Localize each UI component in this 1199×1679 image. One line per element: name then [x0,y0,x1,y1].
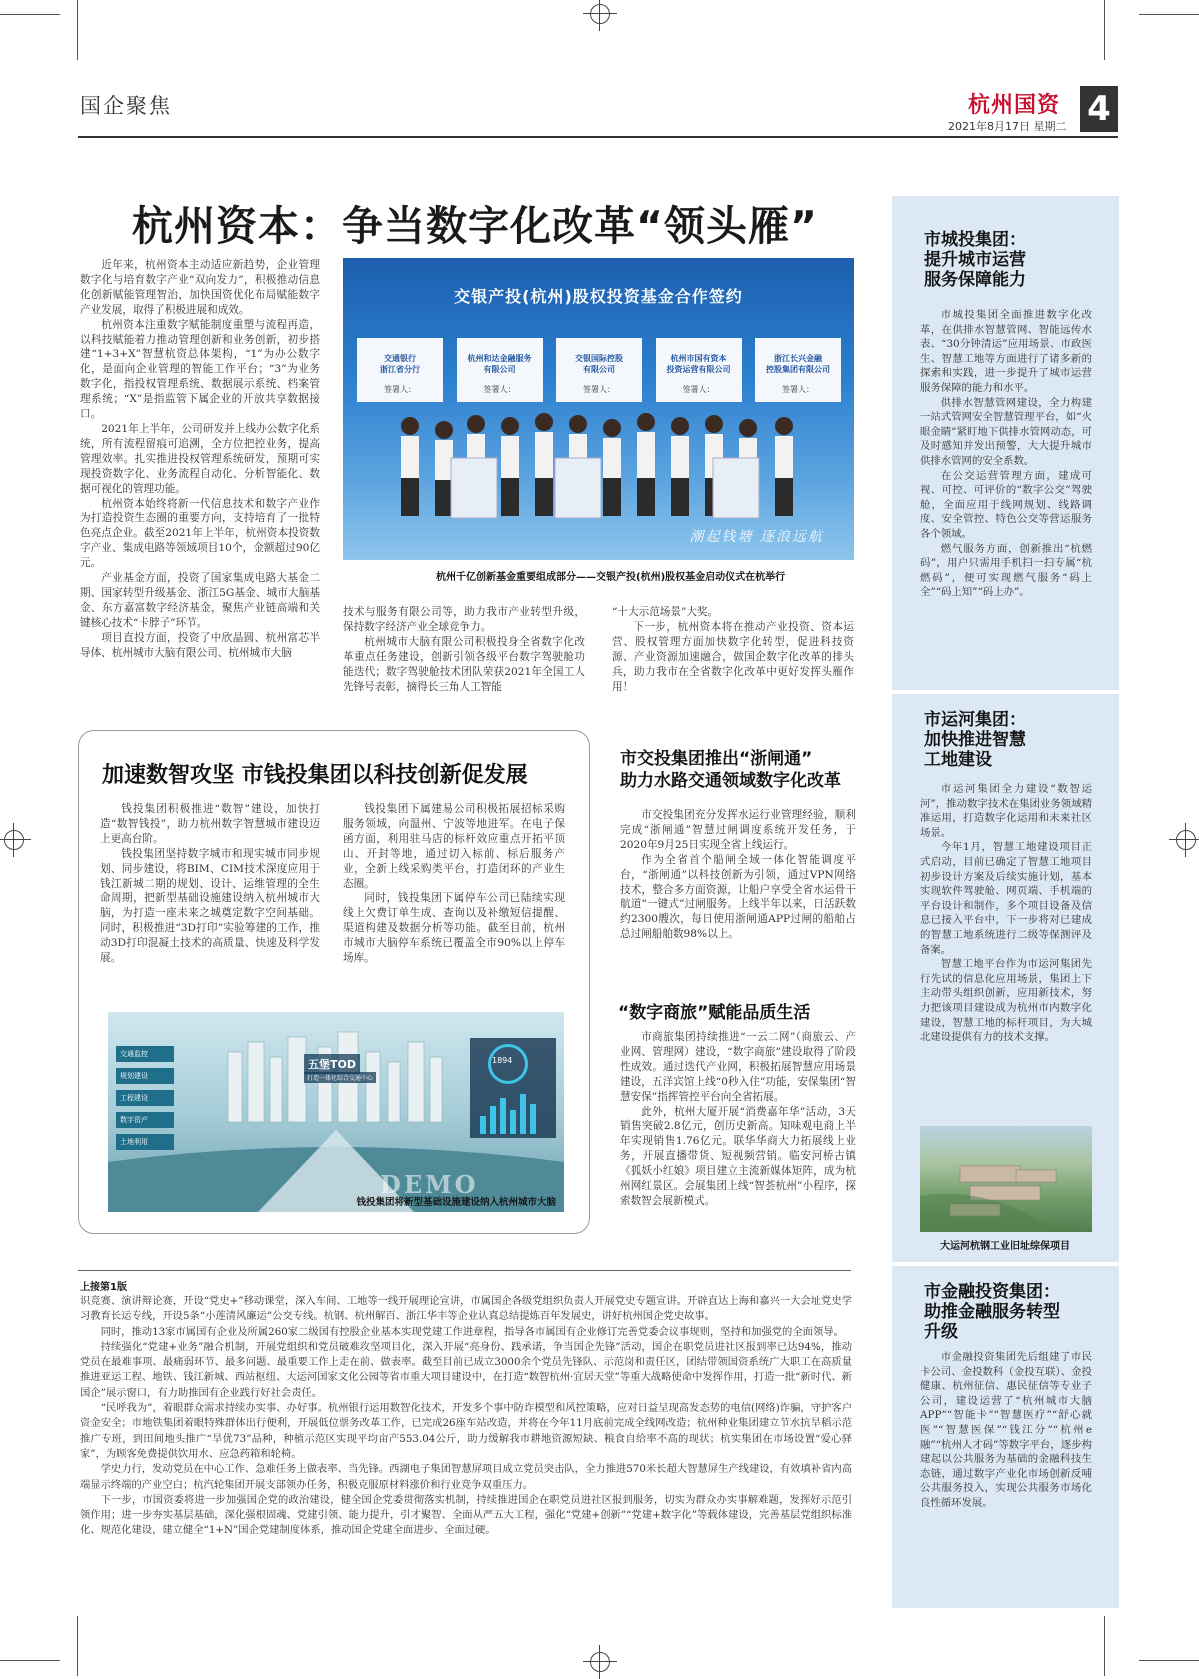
registration-mark [1176,830,1196,850]
section-title: 国企聚焦 [80,94,172,118]
signing-ceremony-photo [343,258,854,560]
paragraph: “民呼我为”，着眼群众需求持续办实事、办好事。杭州银行运用数智化技术，开发多个事中防诈模型和风控策略，应对日益呈现高发态势的电信(网络)诈骗，守护客户资金安全；市地铁集团着眼特殊群体出行便利，开展低位票务改革工作，已完成26座车站改造，并将在今年11月底前完成全线网改造；杭州种业集团建立节水抗旱稻示范推广专班，到田间地头推广“旱优73”品种，种植示范区实现平均亩产553.04公斤，助力缓解我市耕地资源短缺、粮食自给率不高的现状；杭实集团在市场设置“爱心驿家”，为顾客免费提供饮用水、应急药箱和轮椅。 [80,1402,852,1460]
paragraph: 同时，钱投集团下属停车公司已陆续实现线上欠费订单生成、查询以及补缴短信提醒、渠道构建及数据分析等功能。截至目前，杭州市城市大脑停车系统已覆盖全市90%以上停车场库。 [343,892,565,965]
registration-mark [590,4,610,24]
crop-mark [1104,1616,1105,1676]
menu-item[interactable]: 规划建设 [116,1068,174,1084]
photo-slogan: 潮起钱塘 逐浪远航 [689,529,824,545]
bar-chart-icon [470,1086,556,1136]
paragraph: 智慧工地平台作为市运河集团先行先试的信息化应用场景，集团上下主动带头组织创新，应用新技术，努力把该项目建设成为杭州市内数字化建设，智慧工地的标杆项目，为大城北建设提供有力的技术支撑。 [920,958,1092,1044]
menu-item[interactable]: 土地利用 [116,1134,174,1150]
sidebar-title-yunhe: 市运河集团： 加快推进智慧 工地建设 [924,710,1026,770]
paragraph: 识竞赛、演讲辩论赛，开设“党史+”移动课堂，深入车间、工地等一线开展理论宣讲，市属国企各级党组织负责人开展党史专题宣讲。开辟直达上海和嘉兴一大会址党史学习教育长运专线，开设5条“小莲清风廉运”公交专线。杭钢、杭州解百、浙江华丰等企业认真总结提炼百年发展史，讲好杭州国企党史故事。 [80,1295,852,1323]
sidebar-body-jintou [920,1350,1092,1511]
page-number: 4 [1080,86,1118,132]
photo-banner: 交银产投(杭州)股权投资基金合作签约 [454,287,743,306]
paragraph: 杭州城市大脑有限公司积极投身全省数字化改革重点任务建设，创新引领各级平台数字驾驶舱功能迭代；数字驾驶舱技术团队荣获2021年全国工人先锋号表彰，摘得长三角人工智能 [343,635,585,693]
registration-mark [4,830,24,850]
header-rule [78,136,1118,138]
crop-mark [0,14,60,15]
board-label: 杭州和达金融服务 有限公司 [467,354,532,374]
sidebar-body-chengtou [920,308,1092,600]
paragraph: 学史力行，发动党员在中心工作、急难任务上做表率、当先锋。西湖电子集团智慧屏项目成立党员突击队，全力推进570米长超大智慧屏生产线建设，有效填补省内高端显示终端的产业空白；杭汽轮集团开展支部领办任务，积极克服原材料涨价和行业竞争双重压力。 [80,1463,852,1491]
paragraph: 市城投集团全面推进数字化改革，在供排水智慧管网、智能远传水表、“30分钟清运”应用场景、市政医生、智慧工地等方面进行了诸多新的探索和实践，进一步提升了城市运营服务保障的能力和水平。 [920,309,1092,394]
paragraph: 产业基金方面，投资了国家集成电路大基金二期、国家转型升级基金、浙江5G基金、城市大脑基金、东方嘉富数字经济基金，聚焦产业链高端和关键核心技术“卡脖子”环节。 [80,572,320,629]
shulv-headline: “数字商旅”赋能品质生活 [618,1003,811,1023]
article-column-1 [80,258,320,660]
paragraph: 市运河集团全力建设“数智运河”，推动数字技术在集团业务领域精准运用，打造数字化运用和未来社区场景。 [920,783,1092,839]
paragraph: 今年1月，智慧工地建设项目正式启动，目前已确定了智慧工地项目初步设计方案及后续实施计划，基本实现软件驾驶舱、网页端、手机端的平台设计和制作，多个项目设备及信息已接入平台中，下一步将对已建成的智慧工地系统进行二级等保测评及备案。 [920,841,1092,956]
board-label: 交银国际控股 有限公司 [575,354,623,374]
jiaotou-headline-2: 助力水路交通领域数字化改革 [620,771,841,791]
menu-item[interactable]: 交通监控 [116,1046,174,1062]
paragraph: 市交投集团充分发挥水运行业管理经验，顺利完成“浙闸通”智慧过闸调度系统开发任务，于2020年9月25日实现全省上线运行。 [620,809,856,851]
paragraph: 项目直投方面，投资了中欣晶圆、杭州富芯半导体、杭州城市大脑有限公司、杭州城市大脑 [80,631,320,659]
demo-watermark: DEMO [380,1170,479,1199]
paragraph: 市金融投资集团先后组建了市民卡公司、金投数科（金投互联）、金投健康、杭州征信、惠民征信等专业子公司，建设运营了“杭州城市大脑APP”“智能卡”“智慧医疗”“舒心就医”“智慧医保”“钱江分”“杭州e融”“杭州人才码”等数字平台，逐步构建起以公共服务为基础的金融科技生态链，通过数字产业化市场创新反哺公共服务投入，实现公共服务市场化良性循环发展。 [920,1351,1092,1509]
crop-mark [0,1660,60,1661]
paragraph: 同时，推动13家市属国有企业及所属260家二级国有控股企业基本实现党建工作进章程，指导各市属国有企业修订完善党委会议事规则，坚持和加强党的全面领导。 [100,1325,844,1338]
tod-sublabel: 打造一体化综合交通中心 [304,1072,376,1083]
sidebar-title-jintou: 市金融投资集团： 助推金融服务转型 升级 [924,1282,1060,1342]
paragraph: 在公交运营管理方面，建成可视、可控、可评价的“数字公交”驾驶舱，全面应用于线网规划、线路调度、安全管控、特色公交等营运服务各个领域。 [920,469,1092,540]
paragraph: 杭州资本始终将新一代信息技术和数字产业作为打造投资生态圈的重要方向，支持培育了一批特色亮点企业。截至2021年上半年，杭州资本投资数字产业、集成电路等领域项目10个，金额超过90亿元。 [80,497,320,570]
crop-mark [77,0,78,60]
paragraph: 2021年上半年，公司研发并上线办公数字化系统，所有流程留痕可追溯，全方位把控业务，提高管理效率。扎实推进投权管理系统研发，预期可实现投资数字化、业务流程自动化、分析智能化、数据可视化的管理功能。 [80,422,320,495]
ceremony-people [343,258,854,560]
board-label: 杭州市国有资本 投资运营有限公司 [666,354,731,374]
paragraph: 下一步，杭州资本将在推动产业投资、资本运营、股权管理方面加快数字化转型，促进科技资源、产业资源加速融合，做国企数字化改革的排头兵，助力我市在全省数字化改革中更好发挥头雁作用！ [612,620,854,693]
sidebar-body-yunhe [920,782,1092,1045]
sidebar-divider [892,1262,1119,1266]
board-signer: 签署人： [483,385,516,394]
paragraph: 钱投集团坚持数字城市和现实城市同步规划、同步建设，将BIM、CIM技术深度应用于钱江新城二期的规划、设计、运维管理的全生命周期，把新型基础设施建设纳入杭州城市大脑，为打造一座未来之城奠定数字空间基础。同时，积极推进“3D打印”实验筹建的工作，推动3D打印混凝土技术的高质量、快速及科学发展。 [100,847,320,965]
stat-value: 1894 [492,1056,513,1065]
paragraph: 下一步，市国资委将进一步加强国企党的政治建设，健全国企党委贯彻落实机制，持续推进国企在职党员进社区报到服务，切实为群众办实事解难题，发挥好示范引领作用；进一步夯实基层基础，深化强根固魂、党建引领、能力提升，引才聚智、全面从严五大工程，强化“党建+创新”“党建+数字化”等载体建设，完善基层党组织标准化、规范化建设，建立健全“1+N”国企党建制度体系，推动国企党建全面进步、全面过硬。 [80,1493,852,1537]
paragraph: 燃气服务方面，创新推出“杭燃码”，用户只需用手机扫一扫专属“杭燃码”，便可实现燃气服务“码上全”“码上知”“码上办”。 [920,542,1092,599]
paragraph: 供排水智慧管网建设，全力构建一站式管网安全智慧管理平台，如“火眼金睛”紧盯地下供排水管网动态，可及时感知并发出预警，大大提升城市供排水管网的安全系数。 [920,396,1092,467]
article-column-3 [612,605,854,694]
board-signer: 签署人： [583,385,615,394]
photo-caption: 大运河杭钢工业旧址综保项目 [940,1241,1070,1252]
city-brain-photo [108,1012,564,1212]
left-menu-panel [116,1046,174,1156]
article-column-2 [343,605,585,694]
paragraph: 近年来，杭州资本主动适应新趋势，企业管理数字化与培育数字产业“双向发力”，积极推动信息化创新赋能管理智治，加快国资优化布局赋能数字产业发展，取得了积极进展和成效。 [80,259,320,316]
paragraph: “十大示范场景”大奖。 [612,606,719,618]
paragraph: 此外，杭州大厦开展“消费嘉年华”活动，3天销售突破2.8亿元，创历史新高。知味观电商上半年实现销售1.76亿元。联华华商大力拓展线上业务，开展直播带货、短视频营销。临安河桥古镇《狐妖小红娘》项目建立主流新媒体矩阵，成为杭州网红景区。会展集团上线“智荟杭州”小程序，探索数智会展新模式。 [620,1105,856,1207]
board-signer: 签署人： [782,385,814,394]
tod-label: 五堡TOD [304,1054,360,1074]
paragraph: 钱投集团积极推进“数智”建设，加快打造“数智钱投”，助力杭州数字智慧城市建设迈上更高台阶。 [100,803,320,845]
menu-item[interactable]: 工程建设 [116,1090,174,1106]
registration-mark [590,1652,610,1672]
photo-caption: 钱投集团将新型基础设施建设纳入杭州城市大脑 [356,1197,556,1208]
page-headline: 杭州资本：争当数字化改革“领头雁” [132,202,818,250]
crop-mark [77,1616,78,1676]
jiaotou-body [620,808,856,942]
crop-mark [1139,14,1199,15]
crop-mark [1139,1660,1199,1661]
canal-site-photo [920,1126,1092,1232]
box-headline: 加速数智攻坚 市钱投集团以科技创新促发展 [102,763,528,788]
sidebar-title-chengtou: 市城投集团： 提升城市运营 服务保障能力 [924,230,1026,290]
masthead-logo: 杭州国资 [968,92,1061,118]
issue-date: 2021年8月17日 星期二 [948,120,1067,133]
paragraph: 持续强化“党建+业务”融合机制，开展党组织和党员破难攻坚项目化，深入开展“亮身份、践承诺，争当国企先锋”活动，国企在职党员进社区报到率已达94%，推动党员在最难事项、最痛弱环节、最多问题、最重要工作上走在前、做表率。截至目前已成立3000余个党员先锋队、示范岗和责任区，团结带领国资系统广大职工在高质量推进亚运工程、地铁、钱江新城、西站枢纽、大运河国家文化公园等省市重大项目建设中，在打造“数智杭州·宜居天堂”等重大战略使命中发挥作用，打造一批“新时代、新国企”展示窗口，有力助推国有企业践行好社会责任。 [80,1340,852,1399]
menu-item[interactable]: 数字资产 [116,1112,174,1128]
crop-mark [1104,0,1105,60]
continued-body [80,1294,852,1539]
paragraph: 技术与服务有限公司等，助力我市产业转型升级，保持数字经济产业全球竞争力。 [343,606,585,633]
aerial-view [920,1126,1092,1232]
paragraph: 钱投集团下属建易公司积极拓展招标采购服务领域，向温州、宁波等地进军。在电子保函方面，利用驻马店的标杆效应重点开拓平顶山、开封等地，通过切入标前、标后服务产业，全新上线采购类平台，打造闭环的产业生态圈。 [343,803,565,890]
paragraph: 杭州资本注重数字赋能制度重塑与流程再造，以科技赋能着力推动管理创新和业务创新，初步搭建“1+3+X”智慧杭资总体架构，“1”为办公数字化，是面向企业管理的智能工作平台；“3”为业务数字化，指投权管理系统、数据展示系统、档案管理系统；“X”是指监管下属企业的开放共享数据接口。 [80,318,320,421]
paragraph: 市商旅集团持续推进“一云二网”（商旅云、产业网、管理网）建设，“数字商旅”建设取得了阶段性成效。通过迭代产业网，积极拓展智慧应用场景建设，五洋宾馆上线“0秒入住”功能，安保集团“智慧安保”指挥管控平台向全省拓展。 [620,1031,856,1103]
continued-label: 上接第1版 [80,1282,127,1293]
box-column-1 [100,802,320,966]
shulv-body [620,1030,856,1209]
right-stats-panel [470,1038,556,1138]
board-signer: 签署人： [682,385,715,394]
board-label: 交通银行 浙江省分行 [380,354,420,374]
paragraph: 作为全省首个船闸全域一体化智能调度平台，“浙闸通”以科技创新为引领，通过VPN网络技术，整合多方面资源，让船户享受全省水运骨干航道“一键式”过闸服务。上线半年以来，日活跃数约2300艘次，每日使用浙闸通APP过闸的船舶占总过闸船舶数98%以上。 [620,853,856,941]
continued-rule [78,1270,851,1271]
board-label: 浙江长兴金融 控股集团有限公司 [766,354,830,374]
board-signer: 签署人： [384,385,416,394]
box-column-2 [343,802,565,966]
jiaotou-headline-1: 市交投集团推出“浙闸通” [620,749,813,769]
photo-caption: 杭州千亿创新基金重要组成部分——交银产投(杭州)股权基金启动仪式在杭举行 [436,572,786,583]
sidebar-divider [892,690,1119,694]
